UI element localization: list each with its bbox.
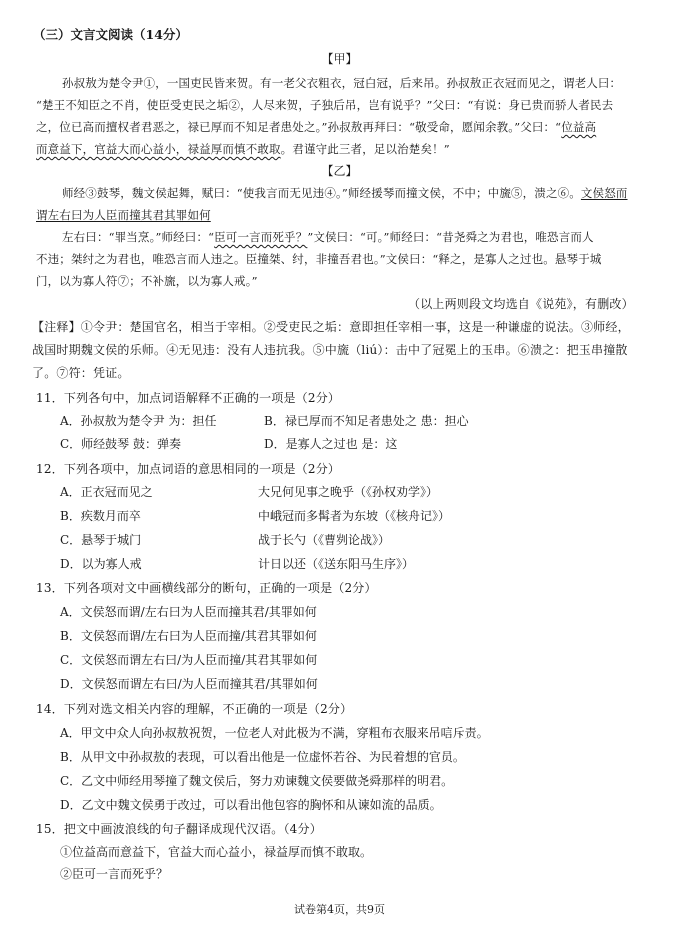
- passage-jia-line-1: 孙叔敖为楚令尹①，一国吏民皆来贺。有一老父衣粗衣，冠白冠，后来吊。孙叔敖正衣冠而见之，谓老人曰：: [62, 76, 622, 90]
- q12-stem: 12．下列各项中，加点词语的意思相同的一项是（2分）: [36, 462, 341, 476]
- passage-yi-line-4: 不违；桀纣之为君也，唯恐言而人违之。臣撞桀、纣，非撞吾君也。”文侯曰：“释之，是寡人之过也。悬琴于城: [36, 252, 602, 266]
- passage-yi-line-1-text: 师经③鼓琴，魏文侯起舞，赋曰：“使我言而无见违④。”师经援琴而撞文侯，不中；中旒⑤，溃之⑥。: [62, 186, 581, 200]
- q15-sentence-2: ②臣可一言而死乎？: [60, 867, 169, 881]
- q13-option-c: C．文侯怒而谓左右曰/为人臣而撞/其君其罪如何: [60, 653, 318, 667]
- notes-line-2: 战国时期魏文侯的乐师。④无见违：没有人违抗我。⑤中旒（liú）：击中了冠冕上的玉串。⑥溃之：把玉串撞散: [32, 343, 628, 357]
- q14-option-d: D．乙文中魏文侯勇于改过，可以看出他包容的胸怀和从谏如流的品质。: [60, 798, 442, 812]
- q14-option-a: A．甲文中众人向孙叔敖祝贺，一位老人对此极为不满，穿粗布衣服来吊唁斥责。: [60, 726, 489, 740]
- passage-source: （以上两则段文均选自《说苑》，有删改）: [408, 297, 634, 311]
- notes-line-3: 了。⑦符：凭证。: [32, 366, 130, 380]
- passage-yi-line-5: 门，以为寡人符⑦；不补旒，以为寡人戒。”: [36, 274, 258, 288]
- passage-yi-label: 【乙】: [321, 164, 358, 178]
- passage-jia-line-3: [36, 119, 596, 135]
- passage-yi-underlined-end: 谓左右曰为人臣而撞其君其罪如何: [36, 208, 211, 222]
- q12-option-b-right: 中峨冠而多髯者为东坡（《核舟记》）: [258, 509, 451, 523]
- q12-option-b-left: B．疾数月而卒: [60, 509, 141, 523]
- passage-jia-line-3-text: 之，位已高而擅权者君恶之，禄已厚而不知足者患处之。”孙叔敖再拜曰：“敬受命，愿闻余教。”父曰：“: [36, 120, 562, 134]
- passage-yi-line-3-text: 左右曰：“罪当烹。”师经曰：“: [62, 230, 215, 244]
- q11-option-a: A．孙叔敖为楚令尹 为：担任: [60, 414, 217, 428]
- passage-yi-wavy-sentence: 臣可一言而死乎？: [214, 230, 308, 244]
- q12-option-d-left: D．以为寡人戒: [60, 557, 142, 571]
- passage-jia-wavy-sentence-end: 而意益下，官益大而心益小，禄益厚而慎不敢取: [36, 142, 281, 156]
- q14-stem: 14．下列对选文相关内容的理解，不正确的一项是（2分）: [36, 702, 353, 716]
- passage-yi-line-3-text-b: ”文侯曰：“可。”师经曰：“昔尧舜之为君也，唯恐言而人: [307, 230, 594, 244]
- passage-jia-label: 【甲】: [321, 52, 358, 66]
- passage-jia-line-2: “楚王不知臣之不肖，使臣受吏民之垢②，人尽来贺，子独后吊，岂有说乎？”父曰：“有说：身已贵而骄人者民去: [36, 98, 614, 112]
- passage-jia-wavy-sentence-start: 位益高: [561, 120, 597, 134]
- section-title: （三）文言文阅读（14分）: [33, 27, 188, 42]
- q12-option-c-right: 战于长勺（《曹刿论战》）: [258, 533, 391, 547]
- q12-option-d-right: 计日以还（《送东阳马生序》）: [258, 557, 415, 571]
- passage-yi-underlined-start: 文侯怒而: [580, 186, 628, 200]
- q13-stem: 13．下列各项对文中画横线部分的断句，正确的一项是（2分）: [36, 581, 377, 595]
- q12-option-a-right: 大兄何见事之晚乎（《孙权劝学》）: [258, 485, 439, 499]
- q12-option-a-left: A．正衣冠而见之: [60, 485, 153, 499]
- page-footer: 试卷第4页，共9页: [294, 903, 385, 916]
- q11-option-c: C．师经鼓琴 鼓：弹奏: [60, 437, 181, 451]
- q14-option-b: B．从甲文中孙叔敖的表现，可以看出他是一位虚怀若谷、为民着想的官员。: [60, 750, 465, 764]
- notes-line-1: 【注释】①令尹：楚国官名，相当于宰相。②受吏民之垢：意即担任宰相一事，这是一种谦虚的说法。③师经，: [32, 320, 630, 334]
- q13-option-a: A．文侯怒而谓/左右曰为人臣而撞其君/其罪如何: [60, 605, 317, 619]
- q13-option-b: B．文侯怒而谓/左右曰为人臣而撞/其君其罪如何: [60, 629, 317, 643]
- passage-jia-line-4: [36, 141, 450, 157]
- q12-option-c-left: C．悬琴于城门: [60, 533, 142, 547]
- q13-option-d: D．文侯怒而谓左右曰/为人臣而撞其君/其罪如何: [60, 677, 318, 691]
- q14-option-c: C．乙文中师经用琴撞了魏文侯后，努力劝谏魏文侯要做尧舜那样的明君。: [60, 774, 454, 788]
- passage-yi-line-3: [62, 229, 594, 245]
- q15-sentence-1: ①位益高而意益下，官益大而心益小，禄益厚而慎不敢取。: [60, 845, 373, 859]
- q11-option-d: D．是寡人之过也 是：这: [264, 437, 398, 451]
- passage-yi-line-2: [36, 207, 211, 223]
- q15-stem: 15．把文中画波浪线的句子翻译成现代汉语。（4分）: [36, 822, 322, 836]
- passage-yi-line-1: [62, 185, 628, 201]
- passage-jia-line-4-text: 。君谨守此三者，足以治楚矣！”: [280, 142, 450, 156]
- q11-stem: 11．下列各句中，加点词语解释不正确的一项是（2分）: [36, 391, 341, 405]
- q11-option-b: B．禄已厚而不知足者患处之 患：担心: [264, 414, 469, 428]
